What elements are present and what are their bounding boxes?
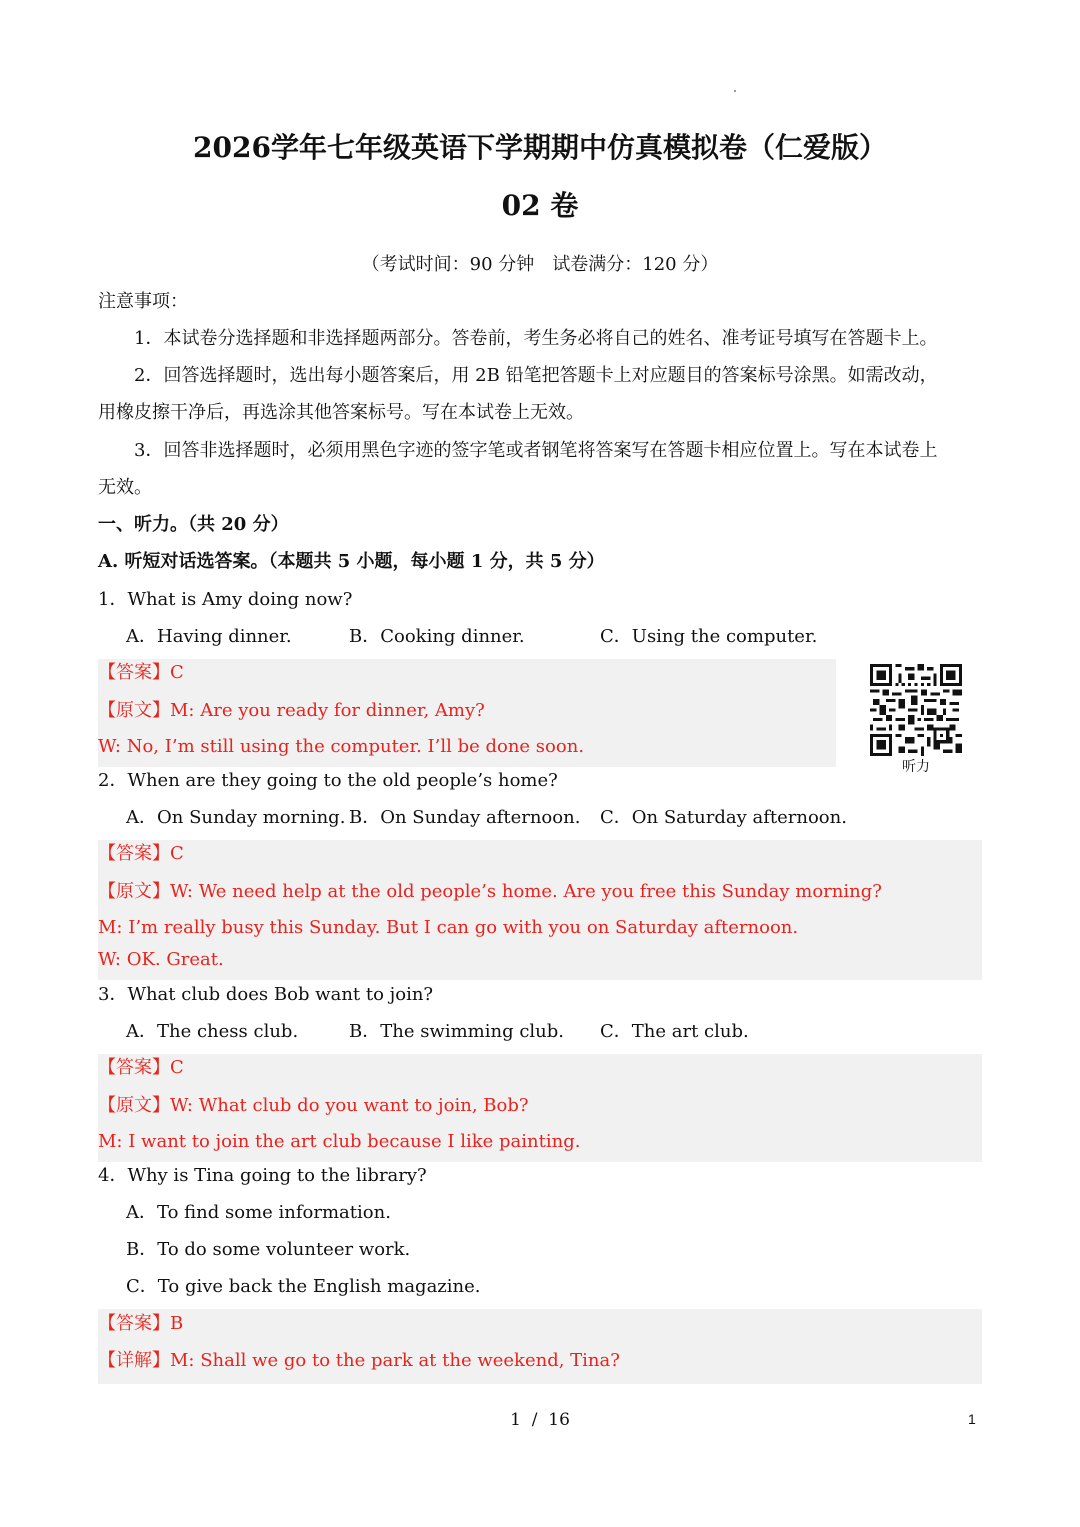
q4-answer: 【答案】B	[98, 1313, 184, 1334]
qr-label: 听力	[902, 759, 930, 775]
note-2-line-2: 用橡皮擦干净后，再选涂其他答案标号。写在本试卷上无效。	[98, 402, 584, 423]
q2-option-c: C．On Saturday afternoon.	[600, 807, 847, 828]
q4-option-a: A．To find some information.	[126, 1202, 391, 1223]
q3-option-a: A．The chess club.	[126, 1021, 299, 1042]
note-1: 1．本试卷分选择题和非选择题两部分。答卷前，考生务必将自己的姓名、准考证号填写在答题卡上。	[134, 328, 938, 349]
q2-answer-box	[98, 840, 982, 980]
q1-option-c: C．Using the computer.	[600, 626, 818, 647]
q4-answer-box	[98, 1309, 982, 1384]
q3-transcript-tag: 【原文】	[98, 1095, 170, 1116]
q2-transcript-tag: 【原文】	[98, 881, 170, 902]
q2-answer: 【答案】C	[98, 843, 184, 864]
q3-answer: 【答案】C	[98, 1057, 184, 1078]
q2-transcript-line-3: W: OK. Great.	[98, 949, 224, 970]
q4-transcript-text-1: M: Shall we go to the park at the weekend, Tina?	[170, 1350, 620, 1371]
q4-option-c: C．To give back the English magazine.	[126, 1276, 481, 1297]
q3-option-c: C．The art club.	[600, 1021, 749, 1042]
q1-transcript-text-1: M: Are you ready for dinner, Amy?	[170, 700, 485, 721]
q4-transcript-line-1	[98, 1350, 620, 1372]
q1-option-a: A．Having dinner.	[126, 626, 292, 647]
document-title: 2026学年七年级英语下学期期中仿真模拟卷（仁爱版）	[193, 131, 887, 164]
scan-speck	[734, 90, 736, 92]
part-a-heading: A. 听短对话选答案。（本题共 5 小题，每小题 1 分，共 5 分）	[98, 551, 605, 572]
q2-transcript-text-1: W: We need help at the old people’s home. Are you free this Sunday morning?	[170, 881, 882, 902]
page-number: 1	[968, 1411, 976, 1427]
q3-transcript-text-1: W: What club do you want to join, Bob?	[170, 1095, 529, 1116]
q1-option-b: B．Cooking dinner.	[349, 626, 525, 647]
notes-heading: 注意事项：	[98, 291, 188, 312]
q3-transcript-line-1	[98, 1095, 529, 1117]
q4-transcript-tag: 【详解】	[98, 1350, 170, 1371]
document-subtitle: 02 卷	[501, 189, 579, 222]
page-indicator: 1 / 16	[510, 1410, 570, 1430]
q2-option-b: B．On Sunday afternoon.	[349, 807, 581, 828]
q2-question: 2．When are they going to the old people’s home?	[98, 770, 558, 791]
note-2-line-1: 2．回答选择题时，选出每小题答案后，用 2B 铅笔把答题卡上对应题目的答案标号涂黑。如需改动，	[134, 365, 938, 386]
note-3-line-1: 3．回答非选择题时，必须用黑色字迹的签字笔或者钢笔将答案写在答题卡相应位置上。写在本试卷上	[134, 440, 938, 461]
exam-info: （考试时间：90 分钟 试卷满分：120 分）	[361, 254, 719, 275]
q1-question: 1．What is Amy doing now?	[98, 589, 353, 610]
q3-transcript-line-2: M: I want to join the art club because I like painting.	[98, 1131, 581, 1152]
q4-question: 4．Why is Tina going to the library?	[98, 1165, 427, 1186]
q3-option-b: B．The swimming club.	[349, 1021, 565, 1042]
q2-transcript-line-1	[98, 881, 882, 903]
q4-option-b: B．To do some volunteer work.	[126, 1239, 411, 1260]
section-1-heading: 一、听力。（共 20 分）	[98, 514, 289, 535]
q1-transcript-line-1	[98, 700, 485, 722]
q1-transcript-line-2: W: No, I’m still using the computer. I’ll be done soon.	[98, 736, 585, 757]
note-3-line-2: 无效。	[98, 477, 152, 498]
q1-transcript-tag: 【原文】	[98, 700, 170, 721]
q2-option-a: A．On Sunday morning.	[126, 807, 346, 828]
listening-qr-code[interactable]	[870, 664, 962, 756]
q3-question: 3．What club does Bob want to join?	[98, 984, 434, 1005]
q2-transcript-line-2: M: I’m really busy this Sunday. But I can go with you on Saturday afternoon.	[98, 917, 799, 938]
q1-answer: 【答案】C	[98, 662, 184, 683]
